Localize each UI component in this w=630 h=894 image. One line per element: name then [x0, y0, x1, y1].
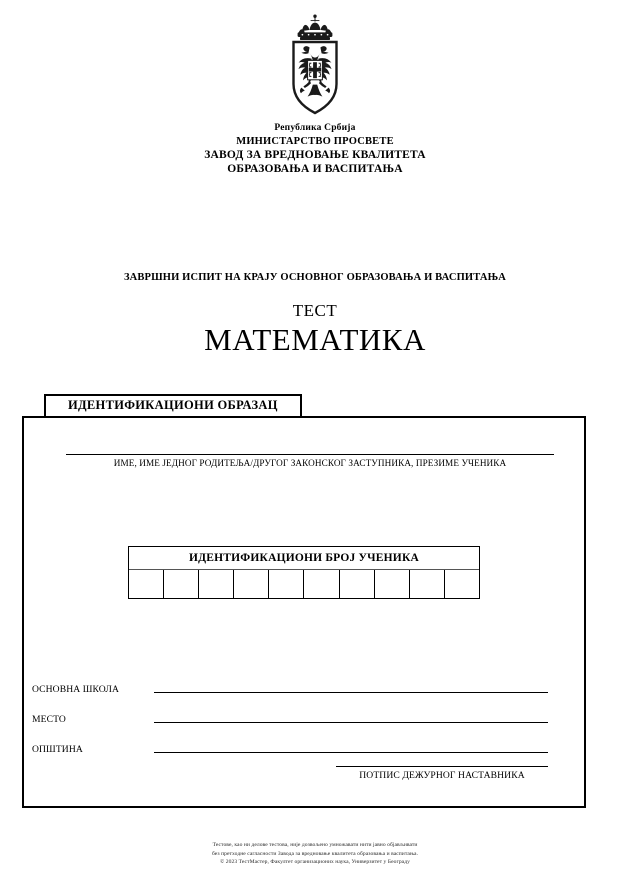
identification-form-tag: ИДЕНТИФИКАЦИОНИ ОБРАЗАЦ — [44, 394, 302, 418]
org-line-republic: Република Србија — [274, 123, 356, 133]
id-digit-cell[interactable] — [304, 570, 339, 598]
student-id-number-table — [128, 546, 480, 599]
invigilator-signature-field[interactable] — [336, 766, 548, 781]
field-label-place: МЕСТО — [32, 714, 66, 725]
id-digit-cell[interactable] — [199, 570, 234, 598]
exam-heading: ЗАВРШНИ ИСПИТ НА КРАЈУ ОСНОВНОГ ОБРАЗОВАЊА И ВАСПИТАЊА — [123, 272, 507, 284]
identification-form-body — [22, 416, 586, 808]
student-name-caption: ИМЕ, ИМЕ ЈЕДНОГ РОДИТЕЉА/ДРУГОГ ЗАКОНСКОГ ЗАСТУПНИКА, ПРЕЗИМЕ УЧЕНИКА — [113, 458, 507, 468]
footer-line-copy-restriction-2: без претходне сагласности Завода за вредновање квалитета образовања и васпитања. — [211, 850, 419, 857]
field-rule-school[interactable] — [154, 692, 548, 693]
id-digit-cell[interactable] — [164, 570, 199, 598]
org-line-institute-1: ЗАВОД ЗА ВРЕДНОВАЊЕ КВАЛИТЕТА — [204, 148, 426, 161]
student-name-rule[interactable] — [66, 454, 554, 455]
id-digit-cell[interactable] — [340, 570, 375, 598]
field-label-municipality: ОПШТИНА — [32, 744, 83, 755]
id-digit-cell[interactable] — [234, 570, 269, 598]
exam-title-block — [0, 272, 630, 358]
student-id-number-header: ИДЕНТИФИКАЦИОНИ БРОЈ УЧЕНИКА — [129, 547, 479, 570]
footer-line-copyright: © 2023 ТестМастер, Факултет организационих наука, Универзитет у Београду — [220, 859, 410, 865]
field-rule-place[interactable] — [154, 722, 548, 723]
id-digit-cell[interactable] — [375, 570, 410, 598]
id-digit-cell[interactable] — [129, 570, 164, 598]
organization-lines — [0, 123, 630, 176]
identification-form — [22, 394, 586, 808]
masthead — [0, 0, 630, 176]
student-name-field[interactable] — [66, 454, 554, 468]
org-line-ministry: МИНИСТАРСТВО ПРОСВЕТЕ — [236, 135, 394, 147]
field-row-place[interactable] — [32, 696, 548, 726]
student-id-number-cells — [129, 570, 479, 598]
invigilator-signature-rule[interactable] — [336, 766, 548, 767]
id-digit-cell[interactable] — [445, 570, 479, 598]
footer-notice — [0, 841, 630, 867]
exam-subject: МАТЕМАТИКА — [204, 322, 426, 358]
org-line-institute-2: ОБРАЗОВАЊА И ВАСПИТАЊА — [227, 163, 403, 176]
invigilator-signature-caption: ПОТПИС ДЕЖУРНОГ НАСТАВНИКА — [359, 770, 525, 781]
school-fields — [32, 666, 548, 756]
field-row-municipality[interactable] — [32, 726, 548, 756]
id-digit-cell[interactable] — [410, 570, 445, 598]
field-label-school: ОСНОВНА ШКОЛА — [32, 684, 119, 695]
id-digit-cell[interactable] — [269, 570, 304, 598]
field-rule-municipality[interactable] — [154, 752, 548, 753]
field-row-school[interactable] — [32, 666, 548, 696]
footer-line-copy-restriction-1: Тестове, као ни делове тестова, није дозвољено умножавати нити јавно објављивати — [212, 842, 418, 848]
serbian-coat-of-arms-icon — [276, 14, 354, 118]
test-word: ТЕСТ — [292, 301, 338, 321]
